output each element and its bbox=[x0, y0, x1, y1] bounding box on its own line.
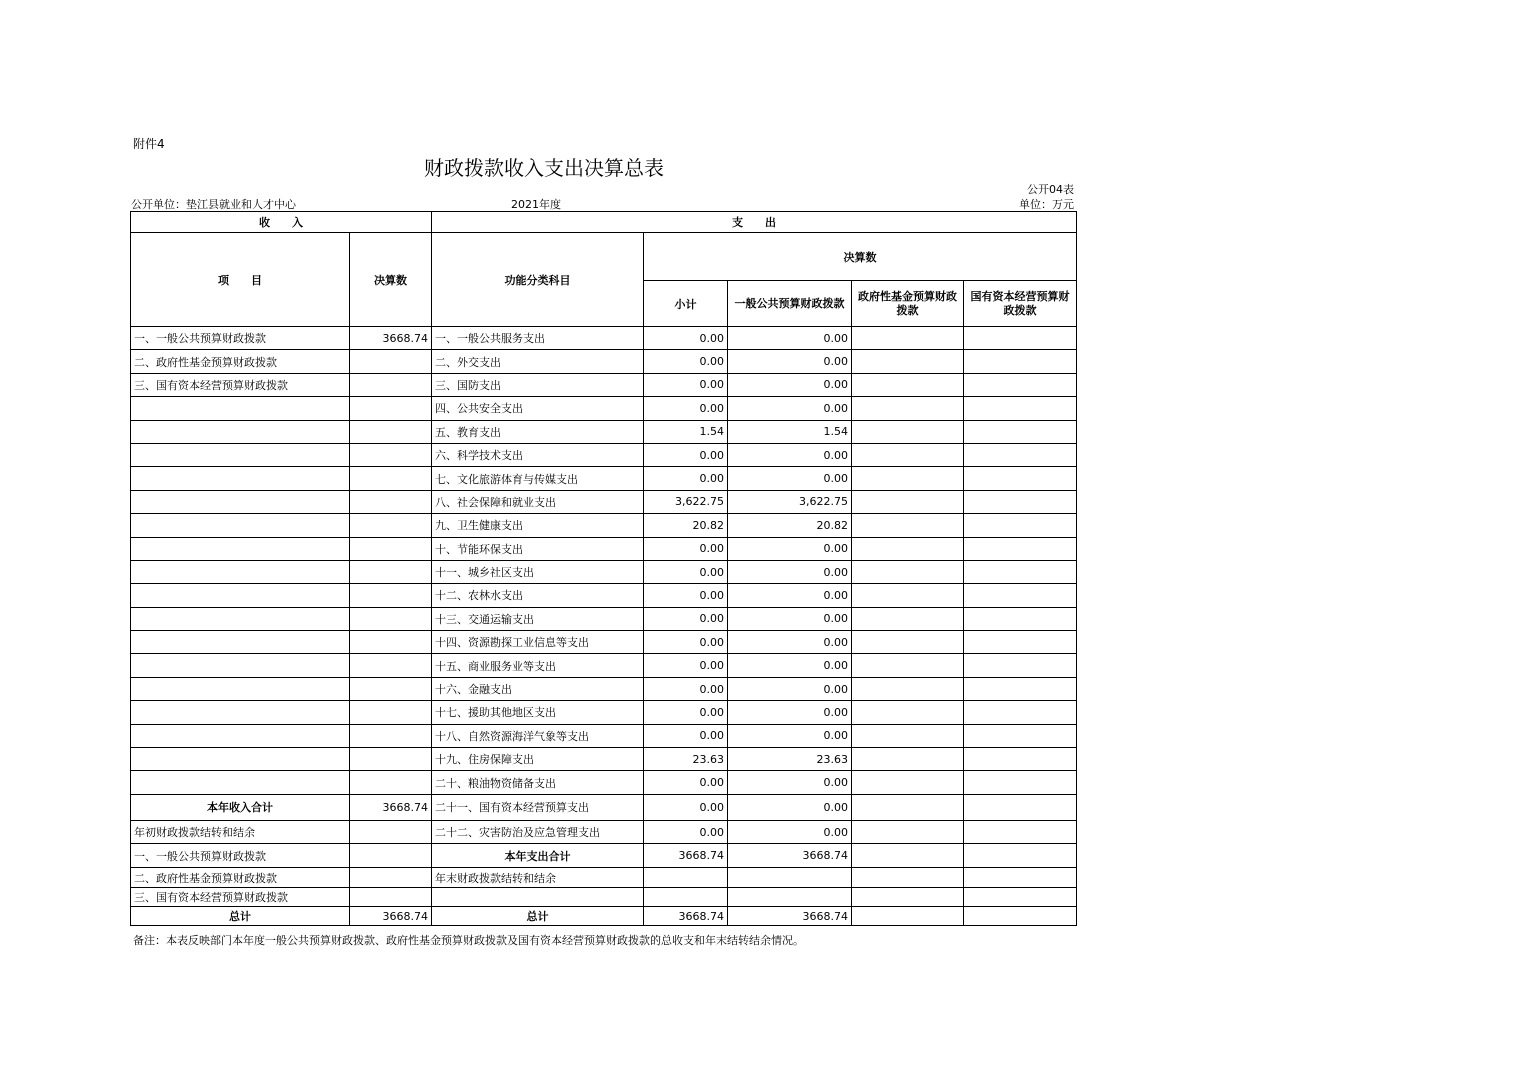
table-row bbox=[131, 607, 1077, 630]
grand-total-income: 3668.74 bbox=[350, 907, 432, 926]
year-income-total-label: 本年收入合计 bbox=[131, 794, 350, 820]
state-capital-cell bbox=[964, 724, 1077, 747]
page-title: 财政拨款收入支出决算总表 bbox=[424, 156, 664, 180]
table-row bbox=[131, 701, 1077, 724]
gov-fund-cell bbox=[852, 771, 964, 794]
income-item-cell bbox=[131, 560, 350, 583]
gov-fund-cell bbox=[852, 560, 964, 583]
subtotal-cell: 0.00 bbox=[644, 327, 728, 350]
income-amount-cell bbox=[350, 724, 432, 747]
gov-fund-header: 政府性基金预算财政拨款 bbox=[852, 281, 964, 327]
gov-fund-cell bbox=[852, 631, 964, 654]
finance-table bbox=[130, 211, 1077, 926]
gov-fund-cell bbox=[852, 397, 964, 420]
expense-item-cell: 二十二、灾害防治及应急管理支出 bbox=[432, 820, 644, 843]
subtotal-cell: 0.00 bbox=[644, 350, 728, 373]
gov-fund-cell bbox=[852, 584, 964, 607]
state-capital-header: 国有资本经营预算财政拨款 bbox=[964, 281, 1077, 327]
gov-fund-cell bbox=[852, 844, 964, 868]
state-capital-cell bbox=[964, 443, 1077, 466]
income-amount-cell bbox=[350, 820, 432, 843]
gov-fund-cell bbox=[852, 467, 964, 490]
table-row bbox=[131, 907, 1077, 926]
income-amount-cell bbox=[350, 560, 432, 583]
income-amount-cell bbox=[350, 397, 432, 420]
income-amount-cell bbox=[350, 868, 432, 888]
gov-fund-cell bbox=[852, 794, 964, 820]
table-row bbox=[131, 888, 1077, 907]
state-capital-cell bbox=[964, 868, 1077, 888]
income-amount-cell bbox=[350, 888, 432, 907]
year-expense-total-label: 本年支出合计 bbox=[432, 844, 644, 868]
income-amount-cell bbox=[350, 771, 432, 794]
table-row bbox=[131, 868, 1077, 888]
income-item-cell: 二、政府性基金预算财政拨款 bbox=[131, 350, 350, 373]
general-budget-cell: 0.00 bbox=[728, 373, 852, 396]
state-capital-cell bbox=[964, 907, 1077, 926]
expense-item-cell: 一、一般公共服务支出 bbox=[432, 327, 644, 350]
income-amount-cell bbox=[350, 350, 432, 373]
income-item-cell bbox=[131, 724, 350, 747]
subtotal-cell: 0.00 bbox=[644, 701, 728, 724]
table-row bbox=[131, 327, 1077, 350]
income-item-cell bbox=[131, 514, 350, 537]
income-item-cell bbox=[131, 397, 350, 420]
subtotal-cell: 0.00 bbox=[644, 771, 728, 794]
gov-fund-cell bbox=[852, 701, 964, 724]
subtotal-cell bbox=[644, 888, 728, 907]
general-budget-cell bbox=[728, 888, 852, 907]
func-cat-header: 功能分类科目 bbox=[432, 233, 644, 327]
state-capital-cell bbox=[964, 537, 1077, 560]
table-row bbox=[131, 748, 1077, 771]
general-budget-cell: 20.82 bbox=[728, 514, 852, 537]
state-capital-cell bbox=[964, 607, 1077, 630]
income-item-cell bbox=[131, 420, 350, 443]
expense-item-cell: 八、社会保障和就业支出 bbox=[432, 490, 644, 513]
subtotal-header: 小计 bbox=[644, 281, 728, 327]
expense-item-cell: 十二、农林水支出 bbox=[432, 584, 644, 607]
final-amount-header: 决算数 bbox=[644, 233, 1077, 281]
gov-fund-cell bbox=[852, 677, 964, 700]
general-budget-cell: 0.00 bbox=[728, 724, 852, 747]
expense-item-cell: 三、国防支出 bbox=[432, 373, 644, 396]
income-amount-cell bbox=[350, 748, 432, 771]
subtotal-cell: 0.00 bbox=[644, 467, 728, 490]
subtotal-cell: 0.00 bbox=[644, 537, 728, 560]
income-item-cell bbox=[131, 584, 350, 607]
subtotal-cell: 0.00 bbox=[644, 560, 728, 583]
gov-fund-cell bbox=[852, 327, 964, 350]
subtotal-cell: 0.00 bbox=[644, 443, 728, 466]
table-row bbox=[131, 844, 1077, 868]
grand-total-general: 3668.74 bbox=[728, 907, 852, 926]
expense-item-cell: 十四、资源勘探工业信息等支出 bbox=[432, 631, 644, 654]
income-header: 收 入 bbox=[131, 212, 432, 233]
general-budget-cell: 0.00 bbox=[728, 607, 852, 630]
expense-header: 支 出 bbox=[432, 212, 1077, 233]
income-amount-cell: 3668.74 bbox=[350, 327, 432, 350]
general-budget-cell: 0.00 bbox=[728, 820, 852, 843]
gov-fund-cell bbox=[852, 350, 964, 373]
table-row bbox=[131, 794, 1077, 820]
gov-fund-cell bbox=[852, 907, 964, 926]
general-budget-cell: 0.00 bbox=[728, 584, 852, 607]
expense-item-cell: 十五、商业服务业等支出 bbox=[432, 654, 644, 677]
beginning-balance-label: 年初财政拨款结转和结余 bbox=[131, 820, 350, 843]
state-capital-cell bbox=[964, 844, 1077, 868]
state-capital-cell bbox=[964, 677, 1077, 700]
expense-item-cell: 十、节能环保支出 bbox=[432, 537, 644, 560]
year-expense-total-general: 3668.74 bbox=[728, 844, 852, 868]
subtotal-cell: 0.00 bbox=[644, 820, 728, 843]
table-row bbox=[131, 490, 1077, 513]
general-budget-cell: 1.54 bbox=[728, 420, 852, 443]
income-amount-cell bbox=[350, 443, 432, 466]
state-capital-cell bbox=[964, 560, 1077, 583]
income-amount-cell bbox=[350, 631, 432, 654]
expense-item-cell: 七、文化旅游体育与传媒支出 bbox=[432, 467, 644, 490]
state-capital-cell bbox=[964, 888, 1077, 907]
general-budget-header: 一般公共预算财政拨款 bbox=[728, 281, 852, 327]
amount-header: 决算数 bbox=[350, 233, 432, 327]
expense-item-cell: 十三、交通运输支出 bbox=[432, 607, 644, 630]
income-item-cell bbox=[131, 607, 350, 630]
gov-fund-cell bbox=[852, 820, 964, 843]
subtotal-cell: 0.00 bbox=[644, 607, 728, 630]
currency-unit: 单位：万元 bbox=[1019, 198, 1074, 211]
state-capital-cell bbox=[964, 794, 1077, 820]
expense-item-cell: 十一、城乡社区支出 bbox=[432, 560, 644, 583]
income-item-cell bbox=[131, 443, 350, 466]
income-amount-cell bbox=[350, 490, 432, 513]
income-item-cell bbox=[131, 677, 350, 700]
general-budget-cell: 3,622.75 bbox=[728, 490, 852, 513]
table-row bbox=[131, 771, 1077, 794]
subtotal-cell: 0.00 bbox=[644, 584, 728, 607]
table-row bbox=[131, 654, 1077, 677]
state-capital-cell bbox=[964, 490, 1077, 513]
general-budget-cell: 0.00 bbox=[728, 443, 852, 466]
year-expense-total-subtotal: 3668.74 bbox=[644, 844, 728, 868]
income-amount-cell bbox=[350, 537, 432, 560]
income-item-cell: 三、国有资本经营预算财政拨款 bbox=[131, 373, 350, 396]
subtotal-cell: 3,622.75 bbox=[644, 490, 728, 513]
income-amount-cell bbox=[350, 373, 432, 396]
grand-total-subtotal: 3668.74 bbox=[644, 907, 728, 926]
ending-balance-label: 年末财政拨款结转和结余 bbox=[432, 868, 644, 888]
expense-item-cell: 六、科学技术支出 bbox=[432, 443, 644, 466]
general-budget-cell: 0.00 bbox=[728, 771, 852, 794]
general-budget-cell: 0.00 bbox=[728, 537, 852, 560]
income-amount-cell bbox=[350, 654, 432, 677]
expense-item-cell: 四、公共安全支出 bbox=[432, 397, 644, 420]
general-budget-cell: 0.00 bbox=[728, 327, 852, 350]
table-row bbox=[131, 397, 1077, 420]
table-row bbox=[131, 584, 1077, 607]
state-capital-cell bbox=[964, 584, 1077, 607]
table-row bbox=[131, 560, 1077, 583]
income-item-cell bbox=[131, 467, 350, 490]
state-capital-cell bbox=[964, 420, 1077, 443]
income-item-cell bbox=[131, 771, 350, 794]
general-budget-cell: 0.00 bbox=[728, 794, 852, 820]
general-budget-cell: 23.63 bbox=[728, 748, 852, 771]
subtotal-cell: 0.00 bbox=[644, 794, 728, 820]
income-item-cell bbox=[131, 701, 350, 724]
gov-fund-cell bbox=[852, 724, 964, 747]
table-row bbox=[131, 514, 1077, 537]
state-capital-cell bbox=[964, 748, 1077, 771]
balance-item-cell: 一、一般公共预算财政拨款 bbox=[131, 844, 350, 868]
state-capital-cell bbox=[964, 820, 1077, 843]
table-row bbox=[131, 467, 1077, 490]
expense-item-cell: 十七、援助其他地区支出 bbox=[432, 701, 644, 724]
subtotal-cell: 20.82 bbox=[644, 514, 728, 537]
state-capital-cell bbox=[964, 397, 1077, 420]
item-header: 项 目 bbox=[131, 233, 350, 327]
table-row bbox=[131, 820, 1077, 843]
gov-fund-cell bbox=[852, 748, 964, 771]
general-budget-cell: 0.00 bbox=[728, 397, 852, 420]
subtotal-cell: 0.00 bbox=[644, 654, 728, 677]
state-capital-cell bbox=[964, 327, 1077, 350]
income-amount-cell bbox=[350, 514, 432, 537]
expense-item-cell bbox=[432, 888, 644, 907]
general-budget-cell bbox=[728, 868, 852, 888]
table-row bbox=[131, 537, 1077, 560]
subtotal-cell bbox=[644, 868, 728, 888]
state-capital-cell bbox=[964, 373, 1077, 396]
table-row bbox=[131, 724, 1077, 747]
expense-item-cell: 二、外交支出 bbox=[432, 350, 644, 373]
income-item-cell bbox=[131, 654, 350, 677]
gov-fund-cell bbox=[852, 420, 964, 443]
meta-row bbox=[131, 196, 1075, 210]
income-item-cell: 一、一般公共预算财政拨款 bbox=[131, 327, 350, 350]
state-capital-cell bbox=[964, 514, 1077, 537]
fiscal-year: 2021年度 bbox=[511, 198, 561, 211]
gov-fund-cell bbox=[852, 443, 964, 466]
state-capital-cell bbox=[964, 654, 1077, 677]
income-item-cell bbox=[131, 748, 350, 771]
expense-item-cell: 十六、金融支出 bbox=[432, 677, 644, 700]
income-amount-cell bbox=[350, 844, 432, 868]
table-row bbox=[131, 420, 1077, 443]
income-amount-cell bbox=[350, 467, 432, 490]
subtotal-cell: 0.00 bbox=[644, 373, 728, 396]
general-budget-cell: 0.00 bbox=[728, 350, 852, 373]
table-row bbox=[131, 631, 1077, 654]
income-item-cell bbox=[131, 631, 350, 654]
general-budget-cell: 0.00 bbox=[728, 631, 852, 654]
subtotal-cell: 0.00 bbox=[644, 724, 728, 747]
expense-item-cell: 五、教育支出 bbox=[432, 420, 644, 443]
expense-item-cell: 十八、自然资源海洋气象等支出 bbox=[432, 724, 644, 747]
general-budget-cell: 0.00 bbox=[728, 467, 852, 490]
grand-total-label: 总计 bbox=[131, 907, 350, 926]
expense-item-cell: 九、卫生健康支出 bbox=[432, 514, 644, 537]
year-income-total-value: 3668.74 bbox=[350, 794, 432, 820]
general-budget-cell: 0.00 bbox=[728, 654, 852, 677]
expense-item-cell: 十九、住房保障支出 bbox=[432, 748, 644, 771]
gov-fund-cell bbox=[852, 537, 964, 560]
income-amount-cell bbox=[350, 677, 432, 700]
gov-fund-cell bbox=[852, 514, 964, 537]
gov-fund-cell bbox=[852, 654, 964, 677]
gov-fund-cell bbox=[852, 373, 964, 396]
expense-item-cell: 二十一、国有资本经营预算支出 bbox=[432, 794, 644, 820]
footnote: 备注：本表反映部门本年度一般公共预算财政拨款、政府性基金预算财政拨款及国有资本经营预算财政拨款的总收支和年末结转结余情况。 bbox=[133, 934, 804, 947]
state-capital-cell bbox=[964, 631, 1077, 654]
gov-fund-cell bbox=[852, 607, 964, 630]
table-row bbox=[131, 373, 1077, 396]
gov-fund-cell bbox=[852, 490, 964, 513]
state-capital-cell bbox=[964, 771, 1077, 794]
expense-item-cell: 二十、粮油物资储备支出 bbox=[432, 771, 644, 794]
table-row bbox=[131, 677, 1077, 700]
general-budget-cell: 0.00 bbox=[728, 677, 852, 700]
form-number: 公开04表 bbox=[1027, 183, 1074, 196]
gov-fund-cell bbox=[852, 868, 964, 888]
state-capital-cell bbox=[964, 701, 1077, 724]
income-amount-cell bbox=[350, 584, 432, 607]
org-name: 公开单位：垫江县就业和人才中心 bbox=[131, 198, 296, 211]
subtotal-cell: 23.63 bbox=[644, 748, 728, 771]
subtotal-cell: 1.54 bbox=[644, 420, 728, 443]
subtotal-cell: 0.00 bbox=[644, 631, 728, 654]
income-item-cell bbox=[131, 537, 350, 560]
subtotal-cell: 0.00 bbox=[644, 397, 728, 420]
income-amount-cell bbox=[350, 607, 432, 630]
general-budget-cell: 0.00 bbox=[728, 560, 852, 583]
state-capital-cell bbox=[964, 467, 1077, 490]
grand-total-expense-label: 总计 bbox=[432, 907, 644, 926]
income-amount-cell bbox=[350, 701, 432, 724]
attachment-label: 附件4 bbox=[133, 137, 165, 151]
balance-item-cell: 二、政府性基金预算财政拨款 bbox=[131, 868, 350, 888]
state-capital-cell bbox=[964, 350, 1077, 373]
income-item-cell bbox=[131, 490, 350, 513]
gov-fund-cell bbox=[852, 888, 964, 907]
balance-item-cell: 三、国有资本经营预算财政拨款 bbox=[131, 888, 350, 907]
subtotal-cell: 0.00 bbox=[644, 677, 728, 700]
income-amount-cell bbox=[350, 420, 432, 443]
table-row bbox=[131, 443, 1077, 466]
general-budget-cell: 0.00 bbox=[728, 701, 852, 724]
table-row bbox=[131, 350, 1077, 373]
